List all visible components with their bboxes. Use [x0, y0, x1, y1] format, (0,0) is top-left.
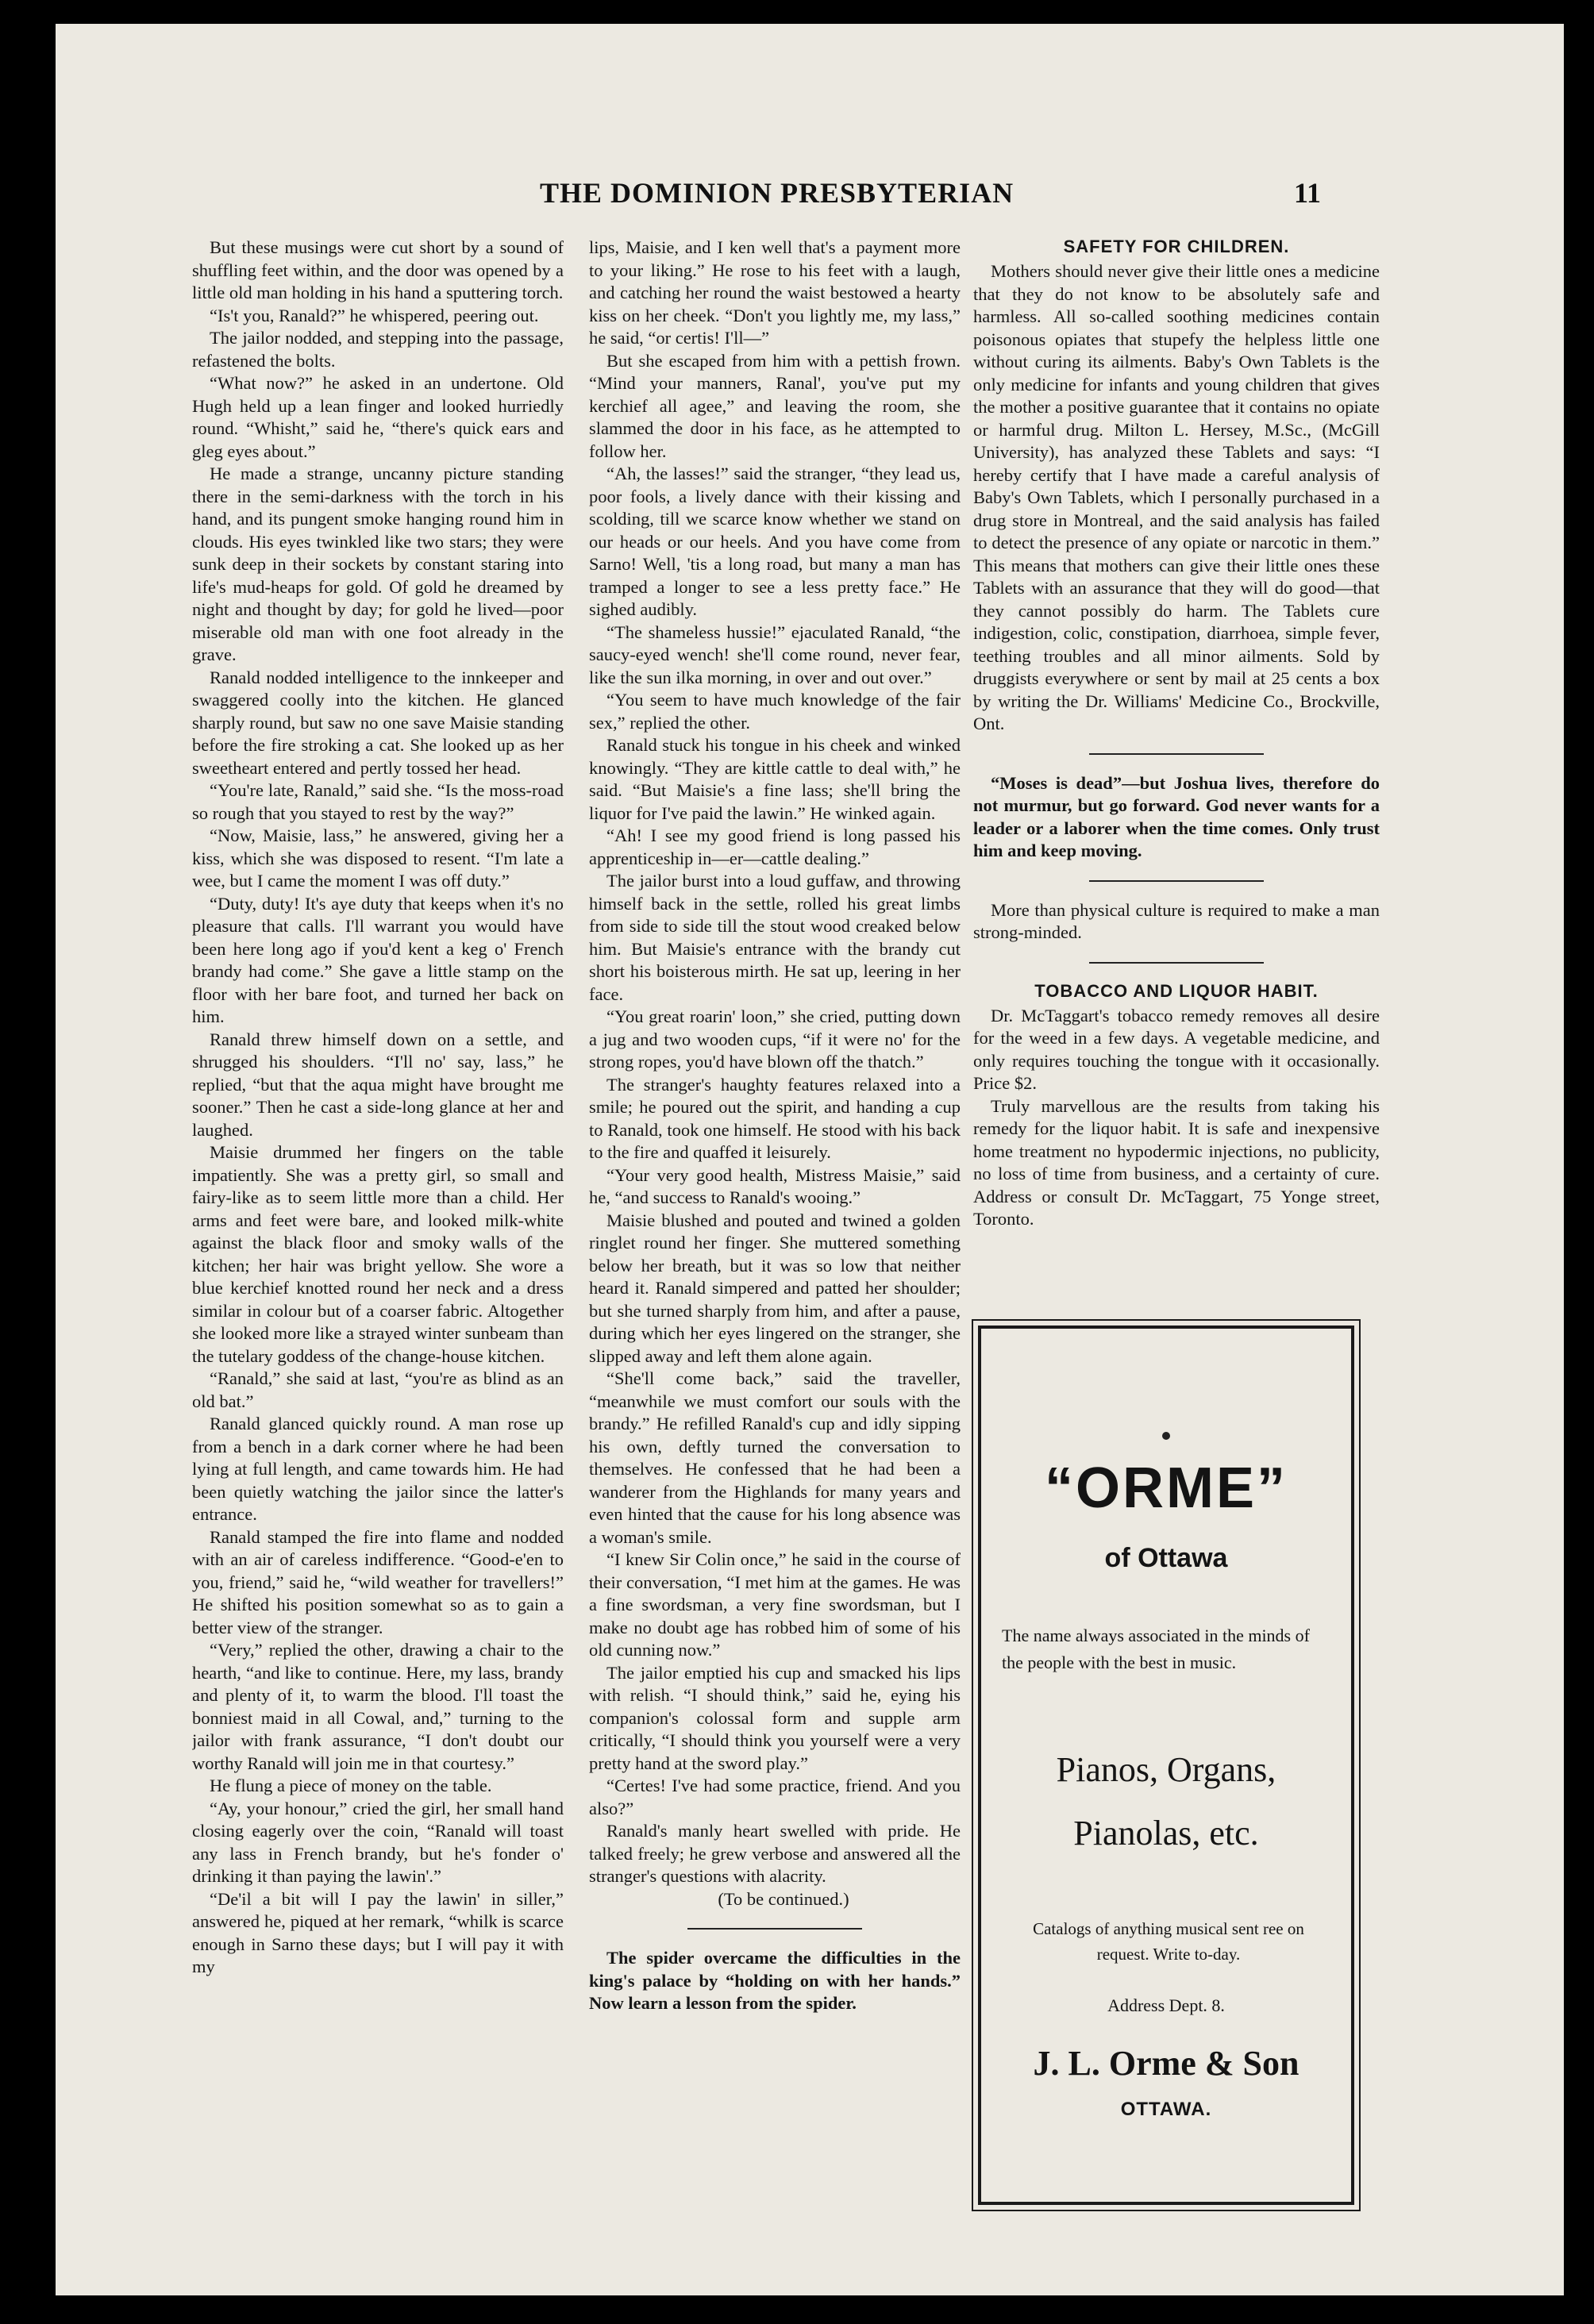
story-paragraph: The stranger's haughty features relaxed into a smile; he poured out the spirit, and handing a cup to Ranald, took one himself. He stood with his back to the fire and quaffed it leisurely.: [589, 1074, 961, 1162]
story-paragraph: Maisie drummed her fingers on the table impatiently. She was a pretty girl, so small and fairy-like as to seem little more than a child. Her arms and feet were bare, and looked milk-white against the black floor and smoky walls of the kitchen; her hair was bright yellow. She wore a blue kerchief knotted round her neck and a dress similar in colour but of a coarser fabric. Altogether she looked more like a strayed winter sunbeam than the tutelary goddess of the change-house kitchen.: [192, 1142, 564, 1366]
moses-note: “Moses is dead”—but Joshua lives, therefore do not murmur, but go forward. God never wants for a leader or a laborer when the time comes. Only trust him and keep moving.: [973, 772, 1380, 860]
story-paragraph: “You're late, Ranald,” said she. “Is the moss-road so rough that you stayed to rest by the way?”: [192, 780, 564, 823]
story-paragraph: Ranald threw himself down on a settle, and shrugged his shoulders. “I'll no' say, lass,” he replied, “but that the aqua might have brought me sooner.” Then he cast a side-long glance at her and laughed.: [192, 1029, 564, 1140]
column-rule: [1089, 962, 1264, 964]
newspaper-title: THE DOMINION PRESBYTERIAN: [540, 177, 1015, 209]
story-paragraph: “You great roarin' loon,” she cried, putting down a jug and two wooden cups, “if it were no' for the strong ropes, you'd have blown off the thatch.”: [589, 1006, 961, 1072]
tobacco-heading: TOBACCO AND LIQUOR HABIT.: [1034, 980, 1319, 1001]
story-paragraph: “Is't you, Ranald?” he whispered, peering out.: [210, 305, 539, 325]
story-paragraph: The jailor burst into a loud guffaw, and throwing himself back in the settle, rolled his great limbs from side to side till the stout wood creaked below him. But Maisie's entrance with the brandy cut short his boisterous mirth. He sat up, leering in her face.: [589, 871, 961, 1004]
story-paragraph: “Your very good health, Mistress Maisie,” said he, “and success to Ranald's wooing.”: [589, 1164, 961, 1207]
ad-tagline: The name always associated in the minds of the people with the best in music.: [1002, 1626, 1310, 1672]
story-paragraph: Maisie blushed and pouted and twined a golden ringlet round her finger. She muttered something below her breath, but it was so low that neither heard it. Ranald simpered and patted her shoulder; but she turned sharply from him, and after a pause, during which her eyes lingered on the stranger, she slipped away and left them alone again.: [589, 1210, 961, 1366]
ad-products-line-2: Pianolas, etc.: [1073, 1814, 1259, 1853]
story-paragraph: He flung a piece of money on the table.: [210, 1776, 492, 1795]
story-paragraph: He made a strange, uncanny picture standing there in the semi-darkness with the torch in his hand, and its pungent smoke hanging round him in clouds. His eyes twinkled like two stars; they were sunk deep in their sockets by constant staring into life's mud-heaps for gold. Of gold he dreamed by night and thought by day; for gold he lived—poor miserable old man with one foot already in the grave.: [192, 464, 564, 664]
story-paragraph: But these musings were cut short by a sound of shuffling feet within, and the door was opened by a little old man holding in his hand a sputtering torch.: [192, 237, 564, 302]
page-number: 11: [1294, 177, 1322, 209]
orme-advertisement: [978, 1326, 1354, 2205]
ad-address: Address Dept. 8.: [1107, 1995, 1225, 2015]
story-paragraph: “Ay, your honour,” cried the girl, her small hand closing eagerly over the coin, “Ranald will toast any lass in French brandy, but he's fonder o' drinking it than paying the lawin'.”: [192, 1798, 564, 1886]
story-paragraph: “She'll come back,” said the traveller, “meanwhile we must comfort our souls with the brandy.” He refilled Ranald's cup and idly sipping his own, deftly turned the conversation to themselves. He confessed that he had been a wanderer from the Highlands for many years and even hinted that the cause for his long absence was a woman's smile.: [589, 1368, 961, 1547]
ad-catalog-offer: Catalogs of anything musical sent ree on request. Write to-day.: [1033, 1919, 1304, 1964]
ad-city-subtitle: of Ottawa: [1104, 1543, 1228, 1573]
tobacco-paragraph: Dr. McTaggart's tobacco remedy removes all desire for the weed in a few days. A vegetable medicine, and only requires touching the tongue with it occasionally. Price $2.: [973, 1005, 1380, 1093]
story-paragraph: “You seem to have much knowledge of the fair sex,” replied the other.: [589, 690, 961, 733]
page-header: [56, 159, 1564, 214]
ad-products-line-1: Pianos, Organs,: [1056, 1750, 1276, 1789]
story-column-2: [589, 237, 961, 2221]
notices-column: [973, 237, 1380, 1506]
story-paragraph: But she escaped from him with a pettish frown. “Mind your manners, Ranal', you've put my kerchief all agee,” and leaving the room, she slammed the door in his face, as he attempted to follow her.: [589, 350, 961, 461]
column-rule: [1089, 880, 1264, 882]
ornament-dot: [1162, 1432, 1170, 1440]
spider-note: The spider overcame the difficulties in the king's palace by “holding on with her hands.” Now learn a lesson from the spider.: [589, 1948, 961, 2013]
story-paragraph: “De'il a bit will I pay the lawin' in siller,” answered he, piqued at her remark, “whilk is scarce enough in Sarno these days; but I will pay it with my: [192, 1888, 564, 1976]
column-rule: [1089, 753, 1264, 755]
story-paragraph: “What now?” he asked in an undertone. Old Hugh held up a lean finger and looked hurriedly round. “Whisht,” said he, “there's quick ears and gleg eyes about.”: [192, 373, 564, 461]
ad-brand-name: “ORME”: [1045, 1456, 1288, 1520]
story-paragraph: Ranald's manly heart swelled with pride. He talked freely; he grew verbose and answered all the stranger's questions with alacrity.: [589, 1821, 961, 1886]
story-paragraph: “Duty, duty! It's aye duty that keeps when it's no pleasure that calls. I'll warrant you would have been here long ago if you'd kent a keg o' French brandy had come.” She gave a little stamp on the floor with her bare foot, and turned her back on him.: [192, 893, 564, 1026]
story-paragraph: “The shameless hussie!” ejaculated Ranald, “the saucy-eyed wench! she'll come round, never fear, like the sun ilka morning, in over and out over.”: [589, 621, 961, 687]
column-rule: [687, 1928, 862, 1930]
story-paragraph: Ranald stuck his tongue in his cheek and winked knowingly. “They are kittle cattle to deal with,” he said. “But Maisie's a fine lass; she'll bring the liquor for I've paid the lawin.” He winked again.: [589, 735, 961, 823]
story-paragraph: The jailor nodded, and stepping into the passage, refastened the bolts.: [192, 328, 564, 371]
story-paragraph: “I knew Sir Colin once,” he said in the course of their conversation, “I met him at the games. He was a fine swordsman, a very fine swordsman, but I make no doubt age has robbed him of some of his old cunning now.”: [589, 1549, 961, 1660]
story-paragraph: “Now, Maisie, lass,” he answered, giving her a kiss, which she was disposed to resent. “I'm late a wee, but I came the moment I was off duty.”: [192, 825, 564, 891]
ad-firm-city: OTTAWA.: [1120, 2099, 1212, 2120]
story-paragraph: Ranald glanced quickly round. A man rose up from a bench in a dark corner where he had been lying at full length, and came towards him. He had been quietly watching the jailor since the latter's entrance.: [192, 1414, 564, 1524]
ad-firm-name: J. L. Orme & Son: [1033, 2044, 1299, 2083]
story-paragraph: “Ah! I see my good friend is long passed his apprenticeship in—er—cattle dealing.”: [589, 825, 961, 868]
culture-note: More than physical culture is required to make a man strong-minded.: [973, 899, 1380, 942]
newspaper-page: [56, 24, 1564, 2295]
safety-heading: SAFETY FOR CHILDREN.: [1063, 237, 1290, 256]
story-paragraph: “Very,” replied the other, drawing a chair to the hearth, “and like to continue. Here, my lass, brandy and plenty of it, to warm the blood. I'll toast the bonniest maid in all Cowal, and,” turning to the jailor with frank assurance, “I don't doubt our worthy Ranald will join me in that courtesy.”: [192, 1640, 564, 1773]
story-paragraph: Ranald nodded intelligence to the innkeeper and swaggered coolly into the kitchen. He glanced sharply round, but saw no one save Maisie standing before the fire stroking a cat. She looked up as her sweetheart entered and pertly tossed her head.: [192, 667, 564, 778]
story-paragraph: “Certes! I've had some practice, friend. And you also?”: [589, 1776, 961, 1818]
story-paragraph: “Ah, the lasses!” said the stranger, “they lead us, poor fools, a lively dance with their kissing and scolding, till we scarce know whether we stand on our heads or our heels. And you have come from Sarno! Well, 'tis a long road, but many a man has tramped a longer to see a less pretty face.” He sighed audibly.: [589, 464, 961, 619]
story-paragraph: lips, Maisie, and I ken well that's a payment more to your liking.” He rose to his feet with a laugh, and catching her round the waist bestowed a hearty kiss on her cheek. “Don't you lightly me, my lass,” he said, “or certis! I'll—”: [589, 237, 961, 348]
safety-body: Mothers should never give their little ones a medicine that they do not know to be absolutely safe and harmless. All so-called soothing medicines contain poisonous opiates that stupefy the helpless little one without curing its ailments. Baby's Own Tablets is the only medicine for infants and young children that gives the mother a positive guarantee that it contains no opiate or harmful drug. Milton L. Hersey, M.Sc., (McGill University), has analyzed these Tablets and says: “I hereby certify that I have made a careful analysis of Baby's Own Tablets, which I personally purchased in a drug store in Montreal, and the said analysis has failed to detect the presence of any opiate or narcotic in them.” This means that mothers can give their little ones these Tablets with an assurance that they will do good—that they cannot possibly do harm. The Tablets cure indigestion, colic, constipation, diarrhoea, simple fever, teething troubles and all minor ailments. Sold by druggists everywhere or sent by mail at 25 cents a box by writing the Dr. Williams' Medicine Co., Brockville, Ont.: [973, 261, 1380, 733]
story-paragraph: Ranald stamped the fire into flame and nodded with an air of careless indifference. “Good-e'en to you, friend,” said he, “wild weather for travellers!” He shifted his position somewhat so as to gain a better view of the stranger.: [192, 1526, 564, 1637]
to-be-continued: (To be continued.): [718, 1888, 849, 1909]
story-column-1: [192, 237, 564, 2268]
story-paragraph: The jailor emptied his cup and smacked his lips with relish. “I should think,” said he, eying his companion's colossal form and supple arm critically, “I should think you yourself were a very pretty hand at the sword play.”: [589, 1662, 961, 1773]
tobacco-paragraph: Truly marvellous are the results from taking his remedy for the liquor habit. It is safe and inexpensive home treatment no hypodermic injections, no publicity, no loss of time from business, and a certainty of cure. Address or consult Dr. McTaggart, 75 Yonge street, Toronto.: [973, 1095, 1380, 1229]
story-paragraph: “Ranald,” she said at last, “you're as blind as an old bat.”: [192, 1368, 564, 1411]
